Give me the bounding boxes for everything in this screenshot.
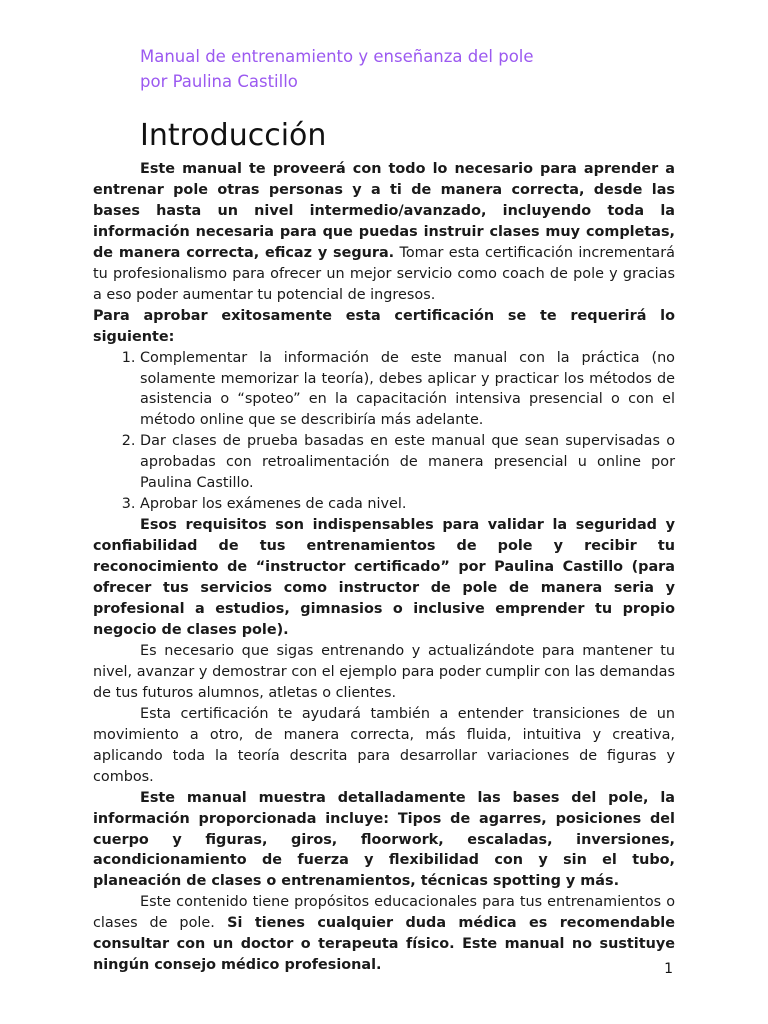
document-header [140,44,700,94]
intro-paragraph [93,159,675,306]
requirements-note: Esos requisitos son indispensables para validar la seguridad y confiabilidad de tus entrenamientos de pole y recibir tu reconocimiento de “instructor certificado” por Paulina Castillo (para ofrecer tus servicios como instructor de pole de manera seria y profesional a estudios, gimnasios o inclusive emprender tu propio negocio de clases pole). [93,517,675,638]
intro-normal-text: Tomar esta certificación incrementará tu profesionalismo para ofrecer un mejor servicio como coach de pole y gracias a eso poder aumentar tu potencial de ingresos. [93,244,675,303]
body-content [93,159,675,976]
requirement-item: 2. Dar clases de prueba basadas en este manual que sean supervisadas o aprobadas con retroalimentación de manera presencial u online por Paulina Castillo. [140,431,675,494]
intro-bold-text: Este manual te proveerá con todo lo necesario para aprender a entrenar pole otras personas y a ti de manera correcta, desde las bases hasta un nivel intermedio/avanzado, incluyendo toda la información necesaria para que puedas instruir clases muy completas, de manera correcta, eficaz y segura. [93,161,675,261]
requirement-item: 1. Complementar la información de este manual con la práctica (no solamente memorizar la teoría), debes aplicar y practicar los métodos de asistencia o “spoteo” en la capacitación intensiva presencial o con el método online que se describiría más adelante. [140,348,675,432]
disclaimer-paragraph [93,892,675,976]
disclaimer-bold-text: Si tienes cualquier duda médica es recomendable consultar con un doctor o terapeuta físico. Este manual no sustituye ningún consejo médico profesional. [93,915,675,974]
header-line-2: por Paulina Castillo [140,72,298,91]
section-title: Introducción [140,118,327,153]
header-line-1: Manual de entrenamiento y enseñanza del pole [140,47,534,66]
disclaimer-normal-text: Este contenido tiene propósitos educacionales para tus entrenamientos o clases de pole. [93,894,675,932]
page-number: 1 [664,961,673,977]
requirements-heading: Para aprobar exitosamente esta certificación se te requerirá lo siguiente: [93,307,675,345]
requirement-item: 3. Aprobar los exámenes de cada nivel. [140,494,675,515]
training-paragraph: Es necesario que sigas entrenando y actualizándote para mantener tu nivel, avanzar y demostrar con el ejemplo para poder cumplir con las demandas de tus futuros alumnos, atletas o clientes. [93,642,675,701]
requirements-list [93,348,675,516]
contents-paragraph: Este manual muestra detalladamente las bases del pole, la información proporcionada incluye: Tipos de agarres, posiciones del cuerpo y figuras, giros, floorwork, escaladas, inversiones, acondicionamiento de fuerza y flexibilidad con y sin el tubo, planeación de clases o entrenamientos, técnicas spotting y más. [93,789,675,890]
transitions-paragraph: Esta certificación te ayudará también a entender transiciones de un movimiento a otro, de manera correcta, más fluida, intuitiva y creativa, aplicando toda la teoría descrita para desarrollar variaciones de figuras y combos. [93,705,675,785]
